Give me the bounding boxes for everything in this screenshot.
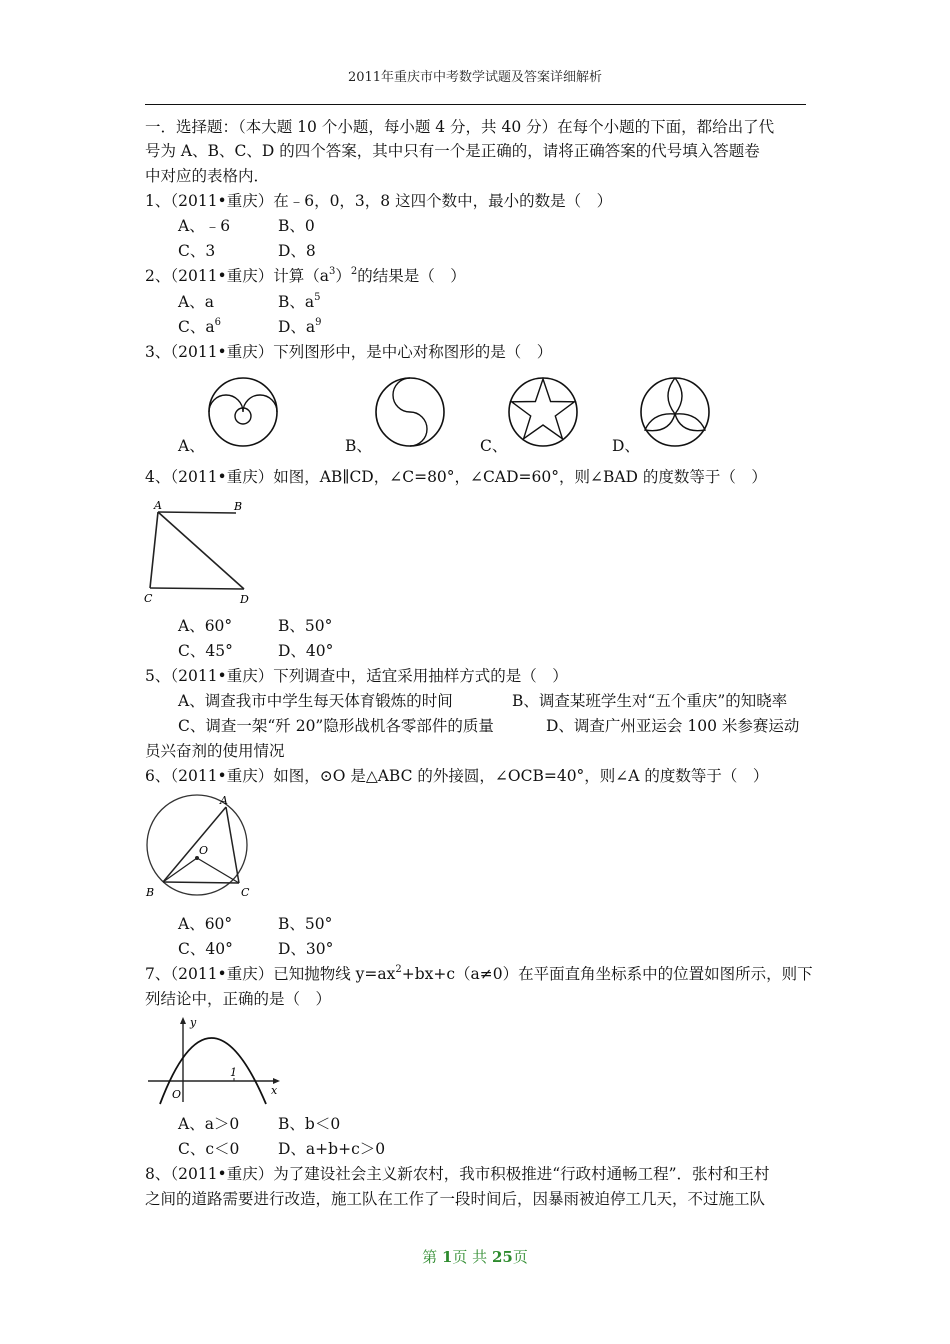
q7-label-x: x <box>271 1084 278 1097</box>
q7-option-a: A、a＞0 <box>178 1115 240 1133</box>
current-page-number: 1 <box>441 1248 453 1266</box>
q6-label-a: A <box>220 794 228 807</box>
q5-option-d-cont: 员兴奋剂的使用情况 <box>145 742 285 760</box>
q6-figure <box>140 792 265 904</box>
q4-line-cd <box>150 588 244 589</box>
section-intro-line-1: 一．选择题：（本大题 10 个小题，每小题 4 分，共 40 分）在每个小题的下面，都给出了代 <box>145 118 775 136</box>
q7-option-d: D、a+b+c＞0 <box>278 1140 386 1158</box>
q1-option-c: C、3 <box>178 242 216 260</box>
q7-option-c: C、c＜0 <box>178 1140 240 1158</box>
q4-label-d: D <box>240 593 249 606</box>
q6-option-d: D、30° <box>278 940 334 958</box>
q6-stem: 6、（2011•重庆）如图，⊙O 是△ABC 的外接圆，∠OCB=40°，则∠A 的度数等于（ ） <box>145 767 769 785</box>
q6-option-c: C、40° <box>178 940 233 958</box>
q3-figure-a <box>205 374 281 450</box>
q7-label-origin: O <box>172 1088 182 1101</box>
q1-option-a: A、﹣6 <box>178 217 231 235</box>
q1-option-d: D、8 <box>278 242 316 260</box>
q4-option-d: D、40° <box>278 642 334 660</box>
q3-option-d-label: D、 <box>612 437 640 455</box>
q6-option-b: B、50° <box>278 915 333 933</box>
q5-option-b: B、调查某班学生对“五个重庆”的知晓率 <box>512 692 788 710</box>
q1-option-b: B、0 <box>278 217 315 235</box>
page-header: 2011年重庆市中考数学试题及答案详细解析 <box>347 70 603 85</box>
q3-option-c-label: C、 <box>480 437 508 455</box>
q2-option-c: C、$a^6$ <box>178 317 221 336</box>
q3-option-a-label: A、 <box>178 437 205 455</box>
q6-label-c: C <box>241 886 250 899</box>
q3-figure-b <box>372 374 448 450</box>
q5-option-a: A、调查我市中学生每天体育锻炼的时间 <box>178 692 453 710</box>
q6-option-a: A、60° <box>178 915 233 933</box>
q4-label-b: B <box>234 500 243 513</box>
q2-stem: 2、（2011•重庆）计算$(a^3)^2$的结果是（ ） <box>145 266 466 285</box>
q3-figure-c <box>505 374 581 450</box>
page-footer: 第 1页 共 25页 <box>422 1248 528 1266</box>
q7-option-b: B、b＜0 <box>278 1115 341 1133</box>
q6-label-b: B <box>146 886 155 899</box>
q4-figure <box>140 495 260 607</box>
q2-option-d: D、$a^9$ <box>278 317 322 336</box>
header-divider <box>145 104 806 105</box>
q3-figure-d <box>637 374 713 450</box>
q4-option-a: A、60° <box>178 617 233 635</box>
q4-option-c: C、45° <box>178 642 233 660</box>
q7-label-y: y <box>190 1016 197 1029</box>
q3-option-b-label: B、 <box>345 437 372 455</box>
q7-stem-cont: 列结论中，正确的是（ ） <box>145 990 332 1008</box>
q8-stem-line-1: 8、（2011•重庆）为了建设社会主义新农村，我市积极推进“行政村通畅工程”．张村和王村 <box>145 1165 770 1183</box>
q7-stem: 7、（2011•重庆）已知抛物线 $y=ax^2+bx+c(a\ne 0)$在平面直角坐标系中的位置如图所示，则下 <box>145 964 813 983</box>
q7-label-one: 1 <box>230 1066 237 1079</box>
q3-stem: 3、（2011•重庆）下列图形中，是中心对称图形的是（ ） <box>145 343 553 361</box>
total-pages: 25 <box>491 1248 513 1266</box>
q4-line-ad <box>158 512 244 589</box>
q2-option-b: B、$a^5$ <box>278 292 321 311</box>
q4-stem: 4、（2011•重庆）如图，AB∥CD，∠C=80°，∠CAD=60°，则∠BAD 的度数等于（ ） <box>145 468 767 486</box>
q5-option-c: C、调查一架“歼 20”隐形战机各零部件的质量 <box>178 717 494 735</box>
q7-figure <box>140 1012 285 1107</box>
section-intro-line-3: 中对应的表格内． <box>145 167 270 185</box>
q5-option-d: D、调查广州亚运会 100 米参赛运动 <box>546 717 800 735</box>
q6-label-o: O <box>199 844 209 857</box>
q2-option-a: A、a <box>178 293 214 311</box>
q4-line-ab <box>158 512 236 513</box>
q1-stem: 1、（2011•重庆）在﹣6，0，3，8 这四个数中，最小的数是（ ） <box>145 192 613 210</box>
q8-stem-line-2: 之间的道路需要进行改造，施工队在工作了一段时间后，因暴雨被迫停工几天，不过施工队 <box>145 1190 766 1208</box>
q5-stem: 5、（2011•重庆）下列调查中，适宜采用抽样方式的是（ ） <box>145 667 568 685</box>
q4-line-ac <box>150 512 158 588</box>
section-intro-line-2: 号为 A、B、C、D 的四个答案，其中只有一个是正确的，请将正确答案的代号填入答题卷 <box>145 142 760 160</box>
q4-label-c: C <box>144 592 153 605</box>
q4-option-b: B、50° <box>278 617 333 635</box>
q4-label-a: A <box>154 499 162 512</box>
